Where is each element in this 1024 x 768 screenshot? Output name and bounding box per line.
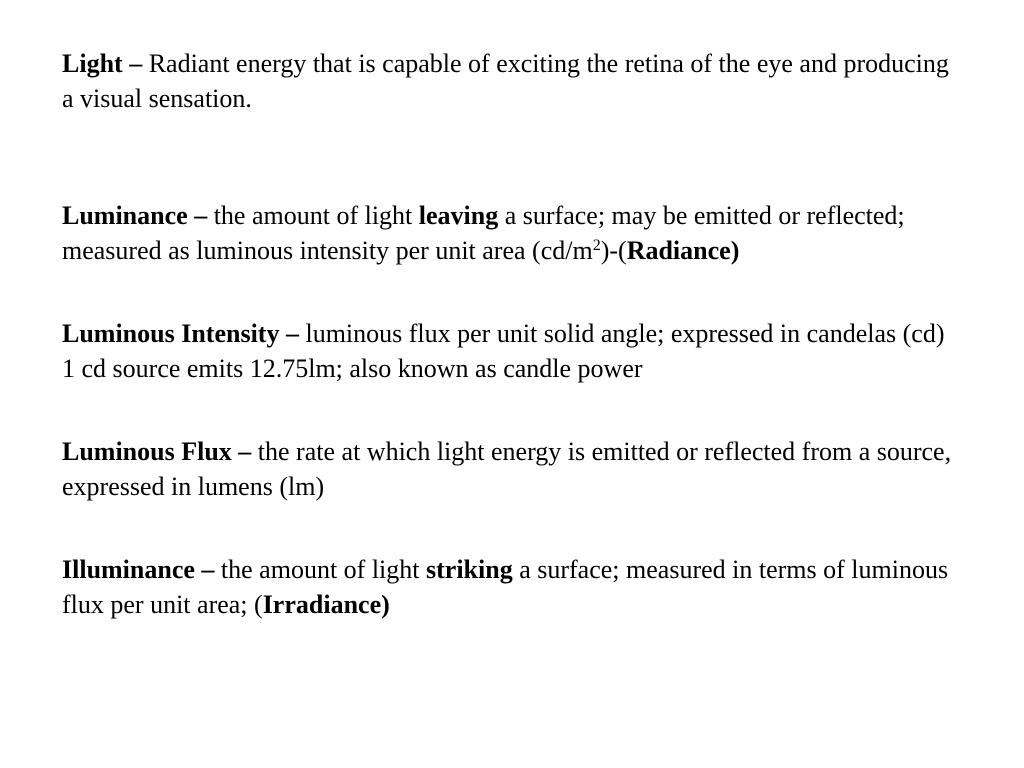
term-dash: – bbox=[231, 437, 252, 466]
term-luminous-intensity: Luminous Intensity bbox=[62, 319, 280, 348]
definition-luminous-flux bbox=[62, 434, 962, 504]
term-light: Light bbox=[62, 49, 123, 78]
definition-text: Radiant energy that is capable of exciting the retina of the eye and producing a visual sensation. bbox=[62, 49, 949, 113]
term-dash: – bbox=[122, 49, 143, 78]
definition-light bbox=[62, 46, 962, 116]
definition-text: the amount of light bbox=[207, 201, 419, 230]
alt-term-irradiance: Irradiance) bbox=[262, 590, 390, 619]
term-luminance: Luminance bbox=[62, 201, 188, 230]
definition-luminance bbox=[62, 198, 962, 268]
definition-text: a surface; measured in terms of luminous flux per unit area; ( bbox=[62, 555, 949, 619]
definition-luminous-intensity bbox=[62, 316, 962, 386]
term-dash: – bbox=[187, 201, 208, 230]
definition-text: luminous flux per unit solid angle; expressed in candelas (cd) 1 cd source emits 12.75lm; also known as candle power bbox=[62, 319, 945, 383]
term-dash: – bbox=[279, 319, 299, 348]
term-illuminance: Illuminance bbox=[62, 555, 195, 584]
definition-text: )-( bbox=[600, 236, 627, 265]
emphasis-striking: striking bbox=[426, 555, 513, 584]
definition-text: the amount of light bbox=[214, 555, 427, 584]
superscript-exponent: 2 bbox=[592, 237, 601, 254]
definition-text: the rate at which light energy is emitted or reflected from a source, expressed in lumens (lm) bbox=[62, 437, 952, 501]
emphasis-leaving: leaving bbox=[418, 201, 499, 230]
slide-content bbox=[62, 46, 962, 622]
term-dash: – bbox=[194, 555, 215, 584]
alt-term-radiance: Radiance) bbox=[626, 236, 740, 265]
definition-text: a surface; may be emitted or reflected; measured as luminous intensity per unit area (cd/m bbox=[62, 201, 905, 265]
definition-illuminance bbox=[62, 552, 962, 622]
term-luminous-flux: Luminous Flux bbox=[62, 437, 232, 466]
